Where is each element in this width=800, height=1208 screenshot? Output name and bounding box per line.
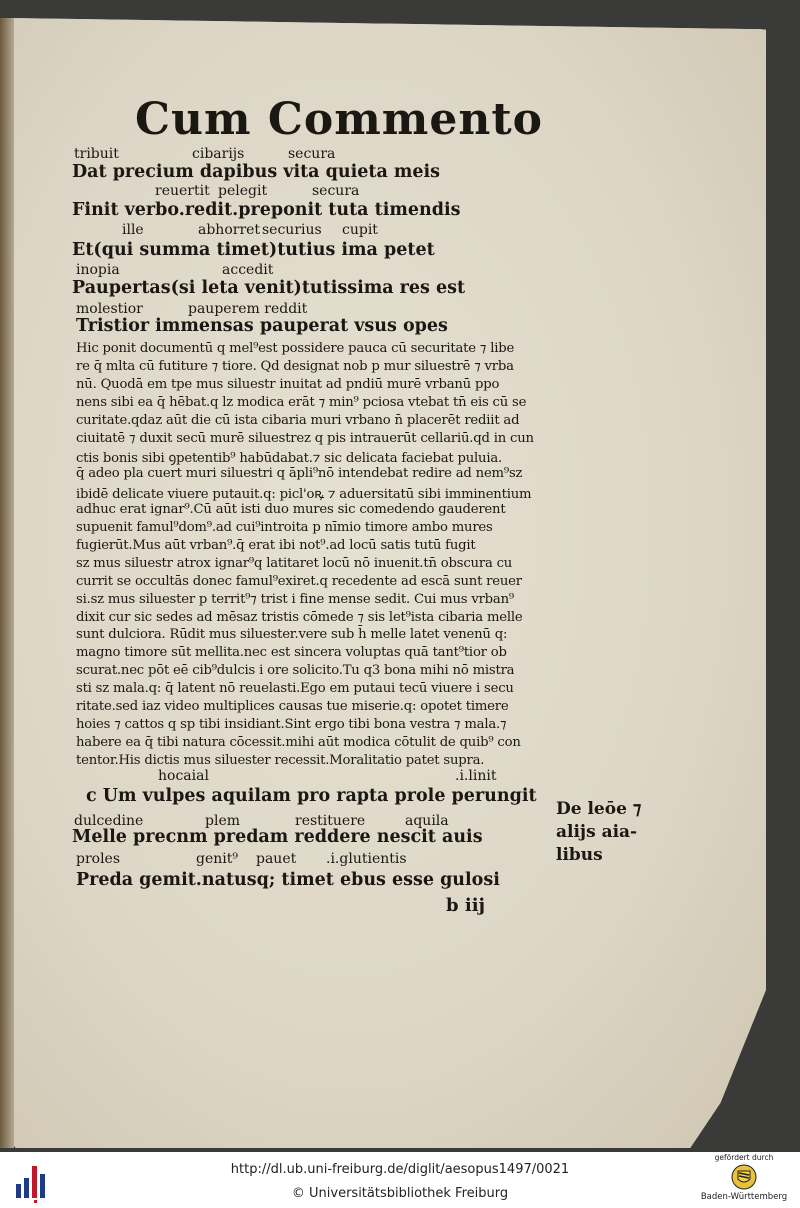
commentary-line: sunt dulciora. Rūdit mus siluester.vere sub h̄ melle latet venenū q: bbox=[76, 627, 508, 643]
commentary-line: hoies ⁊ cattos q sp tibi insidiant.Sint ergo tibi bona vestra ⁊ mala.⁊ bbox=[76, 716, 507, 732]
commentary-line: q̄ adeo pla cuert muri siluestri q āpli⁹nō intendebat redire ad nem⁹sz bbox=[76, 466, 523, 482]
marginal-note-line: De leōe ⁊ bbox=[556, 799, 642, 819]
marginal-note bbox=[556, 798, 641, 867]
gloss-word: cupit bbox=[342, 222, 378, 238]
commentary-line: currit se occultās donec famul⁹exiret.q recedente ad escā sunt reuer bbox=[76, 573, 522, 589]
commentary-line: supuenit famul⁹dom⁹.ad cui⁹introita p nīmio timore ambo mures bbox=[76, 520, 493, 535]
commentary-line: fugierūt.Mus aūt vrban⁹.q̄ erat ibi not⁹.ad locū satis tutū fugit bbox=[76, 537, 476, 553]
funder-caption: gefördert durch bbox=[714, 1153, 774, 1162]
verse-line: Tristior immensas pauperat vsus opes bbox=[76, 316, 448, 336]
funder-name: Baden-Württemberg bbox=[700, 1192, 788, 1202]
commentary-line: ctis bonis sibi ꝯpetentib⁹ habūdabat.⁊ sic delicata faciebat puluia. bbox=[76, 451, 503, 467]
gloss-word: tribuit bbox=[74, 146, 119, 162]
commentary-line: sti sz mala.q: q̄ latent nō reuelasti.Ego em putaui tecū viuere i secu bbox=[76, 681, 514, 697]
commentary-line: habere ea q̄ tibi natura cōcessit.mihi aūt modica cōtulit de quib⁹ con bbox=[76, 734, 521, 750]
gloss-word: .i.glutientis bbox=[326, 851, 407, 867]
copyright-text: © Universitätsbibliothek Freiburg bbox=[291, 1186, 509, 1201]
marginal-note-line: libus bbox=[556, 845, 603, 865]
gloss-word: reuertit bbox=[155, 183, 210, 199]
gloss-word: securius bbox=[262, 222, 322, 238]
gloss-word: secura bbox=[288, 146, 336, 162]
commentary-line: ibidē delicate viuere putauit.q: picl'oꝶ ⁊ aduersitatū sibi imminentium bbox=[76, 487, 532, 503]
gloss-word: dulcedine bbox=[74, 813, 144, 829]
commentary-line: sz mus siluestr atrox ignar⁹q latitaret locū nō inuenit.tn̄ obscura cu bbox=[76, 555, 513, 571]
commentary-line: Hic ponit documentū q mel⁹est possidere pauca cū securitate ⁊ libe bbox=[76, 341, 515, 356]
gloss-word: secura bbox=[312, 183, 360, 199]
verse-line: Finit verbo.redit.preponit tuta timendis bbox=[72, 200, 461, 220]
gloss-word: abhorret bbox=[198, 222, 261, 238]
gloss-word: pauperem reddit bbox=[188, 301, 308, 317]
marginal-note-line: alijs aia- bbox=[556, 822, 638, 842]
verse-line: Paupertas(si leta venit)tutissima res est bbox=[72, 278, 466, 298]
verse-line: Et(qui summa timet)tutius ima petet bbox=[72, 240, 435, 260]
gloss-word: .i.linit bbox=[455, 768, 497, 784]
commentary-line: dixit cur sic sedes ad mēsaz tristis cōmede ⁊ sis let⁹ista cibaria melle bbox=[76, 609, 523, 625]
gloss-word: restituere bbox=[295, 813, 366, 829]
verse-line: Preda gemit.natusq; timet ebus esse gulosi bbox=[76, 870, 500, 890]
gloss-word: proles bbox=[76, 851, 121, 867]
gloss-word: genit⁹ bbox=[196, 851, 238, 867]
commentary-line: nens sibi ea q̄ hēbat.q lz modica erāt ⁊ min⁹ pciosa vtebat tn̄ eis cū se bbox=[76, 394, 527, 410]
gloss-word: cibarijs bbox=[192, 146, 245, 162]
commentary-line: curitate.qdaz aūt die cū ista cibaria muri vrbano n̄ placerēt rediit ad bbox=[76, 412, 520, 428]
commentary-line: ritate.sed iaz video multiplices causas tue miserie.q: opotet timere bbox=[76, 699, 509, 714]
gloss-word: hocaial bbox=[158, 768, 209, 784]
page-heading: Cum Commento bbox=[135, 94, 544, 145]
commentary-line: adhuc erat ignar⁹.Cū aūt isti duo mures sic comedendo gauderent bbox=[76, 502, 506, 518]
verse-line: Melle precnm predam reddere nescit auis bbox=[72, 827, 483, 847]
page-binding-edge bbox=[0, 18, 14, 1148]
gloss-word: ille bbox=[122, 222, 144, 238]
gloss-word: plem bbox=[205, 813, 240, 829]
gloss-word: pauet bbox=[256, 851, 297, 867]
commentary-line: nū. Quodā em tpe mus siluestr inuitat ad pndiū murē vrbanū ppo bbox=[76, 376, 500, 392]
commentary-line: magno timore sūt mellita.nec est sincera voluptas quā tant⁹tior ob bbox=[76, 645, 507, 661]
commentary-line: tentor.His dictis mus siluester recessit.Moralitatio patet supra. bbox=[76, 752, 485, 768]
gloss-word: pelegit bbox=[218, 183, 268, 199]
funder-badge[interactable] bbox=[694, 1153, 794, 1202]
document-url-link[interactable]: http://dl.ub.uni-freiburg.de/diglit/aesopus1497/0021 bbox=[230, 1162, 570, 1177]
verse-line: c Um vulpes aquilam pro rapta prole perungit bbox=[86, 786, 537, 806]
commentary-line: ciuitatē ⁊ duxit secū murē siluestrez q pis intrauerūt cellariū.qd in cun bbox=[76, 430, 534, 446]
gloss-word: inopia bbox=[76, 262, 120, 278]
verse-line: Dat precium dapibus vita quieta meis bbox=[72, 162, 441, 182]
gloss-word: aquila bbox=[405, 813, 449, 829]
commentary-line: scurat.nec pōt eē cib⁹dulcis i ore solicito.Tu q3 bona mihi nō mistra bbox=[76, 663, 515, 679]
gloss-word: accedit bbox=[222, 262, 274, 278]
signature-mark: b iij bbox=[446, 895, 486, 916]
coat-of-arms-icon bbox=[731, 1163, 757, 1191]
gloss-word: molestior bbox=[76, 301, 143, 317]
commentary-line: si.sz mus siluester p territ⁹⁊ trist i fine mense sedit. Cui mus vrban⁹ bbox=[76, 591, 514, 607]
commentary-line: re q̄ mlta cū futiture ⁊ tiore. Qd designat nob p mur siluestrē ⁊ vrba bbox=[76, 358, 514, 374]
